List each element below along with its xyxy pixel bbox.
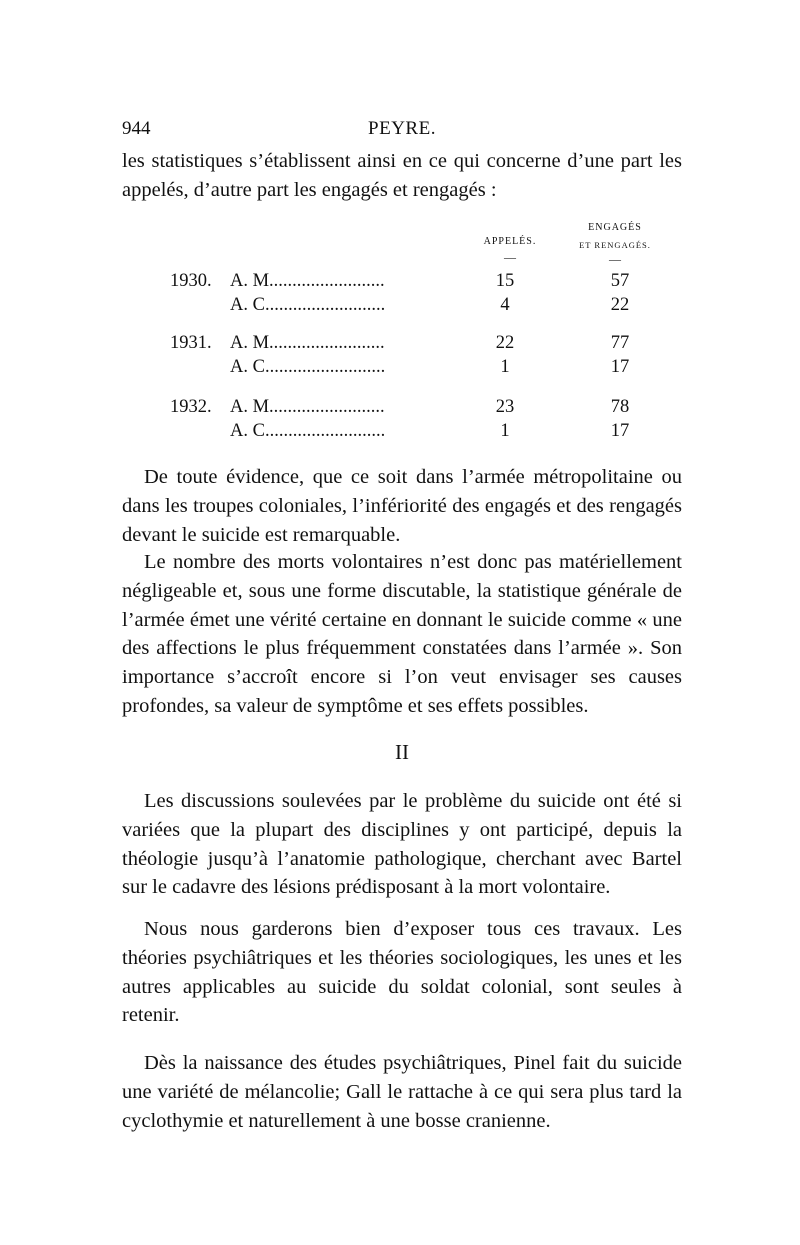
row-appeles-value: 15 xyxy=(495,271,515,291)
column-header-appeles: APPELÉS. xyxy=(483,236,537,247)
row-appeles-value: 4 xyxy=(500,295,510,315)
row-year: 1931. xyxy=(170,333,212,353)
section-heading: II xyxy=(395,740,409,764)
page-number: 944 xyxy=(122,118,151,139)
row-engages-value: 77 xyxy=(610,333,630,353)
paragraph-5: Dès la naissance des études psychiâtriques, Pinel fait du suicide une variété de mélancolie; Gall le rattache à ce qui sera plus tard la cyclothymie et naturellement à une bosse cranienne. xyxy=(122,1052,682,1132)
row-label: A. C.......................... xyxy=(230,357,386,377)
row-year: 1932. xyxy=(170,397,212,417)
paragraph-2: Le nombre des morts volontaires n’est donc pas matériellement négligeable et, sous une forme discutable, la statistique générale de l’armée émet une vérité certaine en donnant le suicide comme « une des affections le plus fréquemment constatées dans l’armée ». Son importance s’accroît encore si l’on veut envisager ses causes profondes, sa valeur de symptôme et ses effets possibles. xyxy=(122,551,682,717)
row-engages-value: 17 xyxy=(610,421,630,441)
paragraph-1: De toute évidence, que ce soit dans l’armée métropolitaine ou dans les troupes coloniales, l’infériorité des engagés et des rengagés devant le suicide est remarquable. xyxy=(122,466,682,546)
row-label: A. C.......................... xyxy=(230,421,386,441)
row-appeles-value: 1 xyxy=(500,357,510,377)
running-header xyxy=(122,118,682,146)
row-appeles-value: 22 xyxy=(495,333,515,353)
row-engages-value: 78 xyxy=(610,397,630,417)
row-appeles-value: 1 xyxy=(500,421,510,441)
column-dash-engages: — xyxy=(609,252,621,266)
row-label: A. M......................... xyxy=(230,397,385,417)
row-engages-value: 22 xyxy=(610,295,630,315)
intro-paragraph: les statistiques s’établissent ainsi en ce qui concerne d’une part les appelés, d’autre part les engagés et rengagés : xyxy=(122,150,682,201)
row-label: A. C.......................... xyxy=(230,295,386,315)
row-label: A. M......................... xyxy=(230,271,385,291)
column-header-rengages: ET RENGAGÉS. xyxy=(579,240,651,250)
column-header-engages: ENGAGÉS xyxy=(588,222,642,233)
row-engages-value: 17 xyxy=(610,357,630,377)
row-engages-value: 57 xyxy=(610,271,630,291)
row-label: A. M......................... xyxy=(230,333,385,353)
running-title: PEYRE. xyxy=(368,118,436,139)
row-appeles-value: 23 xyxy=(495,397,515,417)
column-dash-appeles: — xyxy=(504,250,516,264)
paragraph-4: Nous nous garderons bien d’exposer tous ces travaux. Les théories psychiâtriques et les théories sociologiques, les unes et les autres applicables au suicide du soldat colonial, sont seules à retenir. xyxy=(122,918,682,1027)
paragraph-3: Les discussions soulevées par le problème du suicide ont été si variées que la plupart des disciplines y ont participé, depuis la théologie jusqu’à l’anatomie pathologique, cherchant avec Bartel sur le cadavre des lésions prédisposant à la mort volontaire. xyxy=(122,790,682,899)
row-year: 1930. xyxy=(170,271,212,291)
